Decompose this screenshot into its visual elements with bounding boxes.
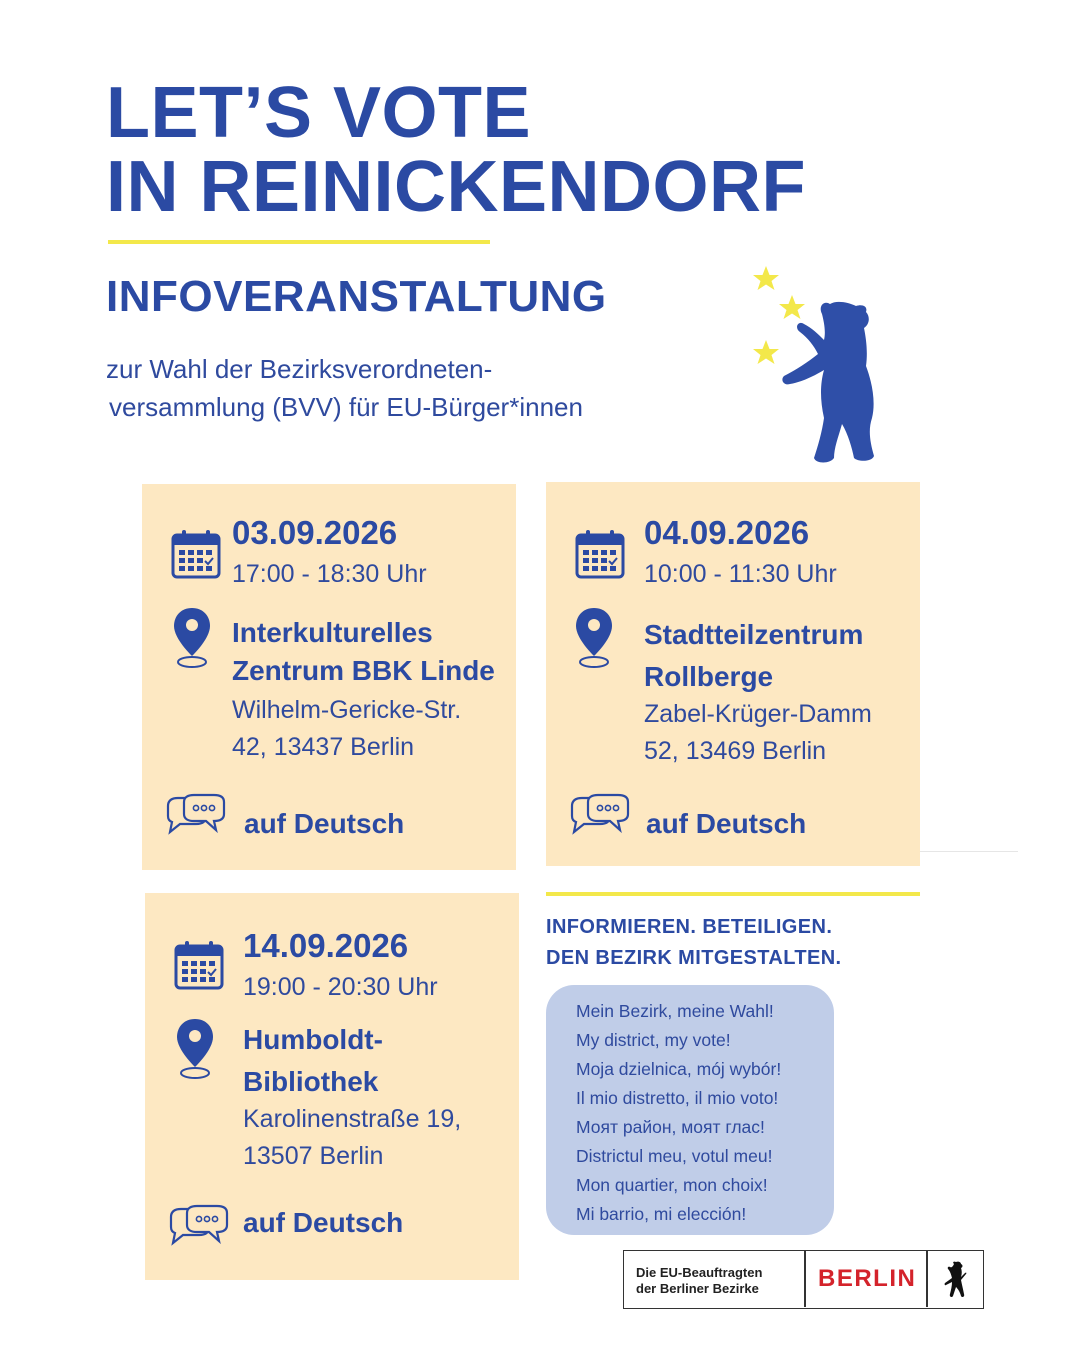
event-venue <box>243 1019 383 1103</box>
event-address <box>243 1101 461 1175</box>
address-line-1: Wilhelm-Gericke-Str. <box>232 696 462 724</box>
list-item: Districtul meu, votul meu! <box>576 1146 773 1166</box>
slogan <box>546 912 842 974</box>
list-item: Il mio distretto, il mio voto! <box>576 1088 779 1108</box>
event-address <box>232 692 461 766</box>
logo-org-line-1: Die EU-Beauftragten <box>636 1265 763 1280</box>
intro-text <box>106 350 726 426</box>
intro-line-2: versammlung (BVV) für EU-Bürger*innen <box>109 392 583 422</box>
calendar-icon <box>170 528 222 580</box>
calendar-icon <box>574 528 626 580</box>
address-line-1: Karolinenstraße 19, <box>243 1105 462 1133</box>
venue-line-2: Rollberge <box>644 661 774 692</box>
list-item: Moja dzielnica, mój wybór! <box>576 1059 782 1079</box>
slogan-line-2: DEN BEZIRK MITGESTALTEN. <box>546 947 842 969</box>
event-address <box>644 696 872 770</box>
map-pin-icon <box>172 606 212 670</box>
event-card-1 <box>142 484 516 870</box>
speech-bubbles-icon <box>566 792 630 838</box>
event-time: 17:00 - 18:30 Uhr <box>232 560 427 588</box>
logo-city: BERLIN <box>818 1265 917 1292</box>
event-date: 14.09.2026 <box>243 927 409 964</box>
event-date: 04.09.2026 <box>644 514 810 551</box>
speech-bubbles-icon <box>165 1203 229 1249</box>
event-language: auf Deutsch <box>244 808 405 839</box>
event-card-2 <box>546 482 920 866</box>
subtitle: INFOVERANSTALTUNG <box>106 272 607 321</box>
star-icon <box>753 266 805 364</box>
footer-logo <box>623 1250 984 1309</box>
list-item: Mi barrio, mi elección! <box>576 1204 747 1224</box>
venue-line-2: Bibliothek <box>243 1066 379 1097</box>
intro-line-1: zur Wahl der Bezirksverordneten- <box>106 354 493 384</box>
slogan-underline <box>546 892 920 896</box>
multilingual-list <box>546 985 834 1229</box>
logo-divider <box>926 1251 928 1307</box>
speech-bubbles-icon <box>162 792 226 838</box>
event-language: auf Deutsch <box>243 1207 404 1238</box>
event-time: 10:00 - 11:30 Uhr <box>644 560 837 588</box>
address-line-2: 52, 13469 Berlin <box>644 737 827 765</box>
event-venue <box>644 614 863 698</box>
venue-line-1: Humboldt- <box>243 1024 383 1055</box>
page-title <box>106 73 807 227</box>
logo-divider <box>804 1251 806 1307</box>
slogan-line-1: INFORMIEREN. BETEILIGEN. <box>546 916 833 938</box>
map-pin-icon <box>175 1017 215 1081</box>
event-card-3 <box>145 893 519 1280</box>
map-pin-icon <box>574 606 614 670</box>
title-line-2: IN REINICKENDORF <box>106 147 807 227</box>
divider-line <box>920 851 1018 852</box>
list-item: My district, my vote! <box>576 1030 731 1050</box>
berlin-bear-icon <box>744 262 884 468</box>
event-language: auf Deutsch <box>646 808 807 839</box>
title-line-1: LET’S VOTE <box>106 73 532 153</box>
event-date: 03.09.2026 <box>232 514 398 551</box>
multilingual-bubble <box>546 985 834 1235</box>
berlin-bear-icon <box>942 1261 968 1299</box>
venue-line-1: Interkulturelles <box>232 617 433 648</box>
address-line-2: 13507 Berlin <box>243 1142 384 1170</box>
address-line-2: 42, 13437 Berlin <box>232 733 415 761</box>
list-item: Моят район, моят глас! <box>576 1117 765 1137</box>
list-item: Mon quartier, mon choix! <box>576 1175 768 1195</box>
event-time: 19:00 - 20:30 Uhr <box>243 973 438 1001</box>
list-item: Mein Bezirk, meine Wahl! <box>576 1001 774 1021</box>
logo-org-line-2: der Berliner Bezirke <box>636 1281 759 1296</box>
title-underline <box>108 240 490 244</box>
address-line-1: Zabel-Krüger-Damm <box>644 700 872 728</box>
event-venue <box>232 614 495 690</box>
logo-org-text <box>636 1265 762 1297</box>
venue-line-2: Zentrum BBK Linde <box>232 655 495 686</box>
calendar-icon <box>173 939 225 991</box>
venue-line-1: Stadtteilzentrum <box>644 619 864 650</box>
